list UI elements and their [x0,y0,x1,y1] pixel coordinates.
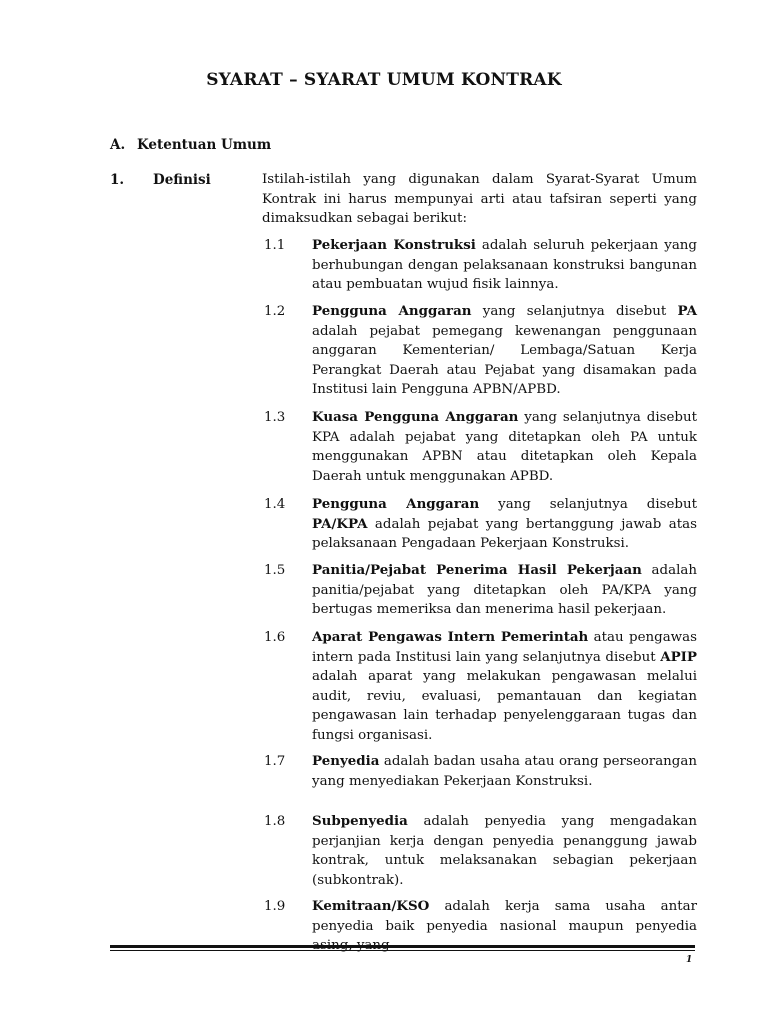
item-text [312,812,697,890]
item-text [312,628,697,745]
item-number: 1.7 [264,754,286,769]
definition-item [262,236,697,295]
item-number: 1.4 [264,497,286,512]
item-term: Aparat Pengawas Intern Pemerintah [312,629,589,645]
item-number: 1.5 [264,563,286,578]
section-heading [110,137,271,153]
item-number: 1.8 [264,814,286,829]
item-term: Pekerjaan Konstruksi [312,237,476,253]
section-letter: A. [110,137,126,153]
item-rest: adalah kerja sama usaha antar penyedia baik penyedia nasional maupun penyedia [312,899,697,934]
clause-number: 1. [110,172,125,188]
section-label: Ketentuan Umum [137,137,272,153]
page-number: 1 [686,955,693,965]
item-text [312,752,697,791]
item-term: Kemitraan/KSO [312,898,430,914]
item-number: 1.3 [264,410,286,425]
definition-item [262,495,697,554]
definition-item [262,752,697,791]
item-text [312,408,697,486]
item-term2: PA/KPA [312,515,368,532]
item-term2: PA [677,303,697,319]
definition-intro: Istilah-istilah yang digunakan dalam Syarat-Syarat Umum Kontrak ini harus mempunyai arti atau tafsiran seperti yang dimaksudkan sebagai berikut: [262,172,697,226]
item-text [312,236,697,295]
item-term: Subpenyedia [312,813,408,829]
item-text [312,561,697,620]
item-rest: adalah badan usaha atau orang perseorangan yang menyediakan Pekerjaan Konstruksi. [312,754,697,789]
footer-rule-thin [110,950,695,951]
item-term: Panitia/Pejabat Penerima Hasil Pekerjaan [312,562,642,578]
item-term: Pengguna Anggaran [312,303,472,319]
item-text [312,302,697,400]
definition-item [262,302,697,400]
item-number: 1.9 [264,899,286,914]
item-term: Pengguna Anggaran [312,496,480,512]
item-rest: adalah seluruh pekerjaan yang berhubungan dengan pelaksanaan konstruksi bangunan atau pembuatan wujud fisik lainnya. [312,238,697,292]
item-rest: adalah aparat yang melakukan pengawasan melalui audit, reviu, evaluasi, pemantauan dan kegiatan pengawasan lain terhadap penyelenggaraan tugas dan fungsi organisasi. [312,669,697,743]
definition-item [262,561,697,620]
document-title: SYARAT – SYARAT UMUM KONTRAK [206,70,562,90]
definition-item [262,812,697,890]
footer-rule [110,945,695,948]
clause-label: Definisi [153,172,211,188]
item-term: Penyedia [312,753,380,769]
item-number: 1.1 [264,238,286,253]
item-number: 1.2 [264,304,286,319]
definition-item [262,628,697,745]
item-term: Kuasa Pengguna Anggaran [312,409,519,425]
item-text [312,495,697,554]
item-mid: yang selanjutnya disebut [479,497,697,512]
item-rest: yang selanjutnya disebut KPA adalah pejabat yang ditetapkan oleh PA untuk menggunakan APBN atau ditetapkan oleh Kepala Daerah untuk menggunakan APBD. [312,410,697,484]
item-mid: yang selanjutnya disebut [471,304,678,319]
item-rest: adalah pejabat pemegang kewenangan penggunaan anggaran Kementerian/ Lembaga/Satuan Kerja Perangkat Daerah atau Pejabat yang disamakan pada Institusi lain Pengguna APBN/APBD. [312,323,697,397]
item-mid: atau pengawas intern pada Institusi lain yang selanjutnya disebut [312,630,697,665]
item-rest: adalah pejabat yang bertanggung jawab atas pelaksanaan Pengadaan Pekerjaan Konstruksi. [312,516,697,551]
item-term2: APIP [660,648,697,665]
item-rest: adalah panitia/pejabat yang ditetapkan oleh PA/KPA yang bertugas memeriksa dan menerima hasil pekerjaan. [312,563,697,617]
item-number: 1.6 [264,630,286,645]
item-rest: adalah penyedia yang mengadakan perjanjian kerja dengan penyedia penanggung jawab kontrak, untuk melaksanakan sebagian pekerjaan (subkontrak). [312,814,697,888]
definition-item [262,408,697,486]
